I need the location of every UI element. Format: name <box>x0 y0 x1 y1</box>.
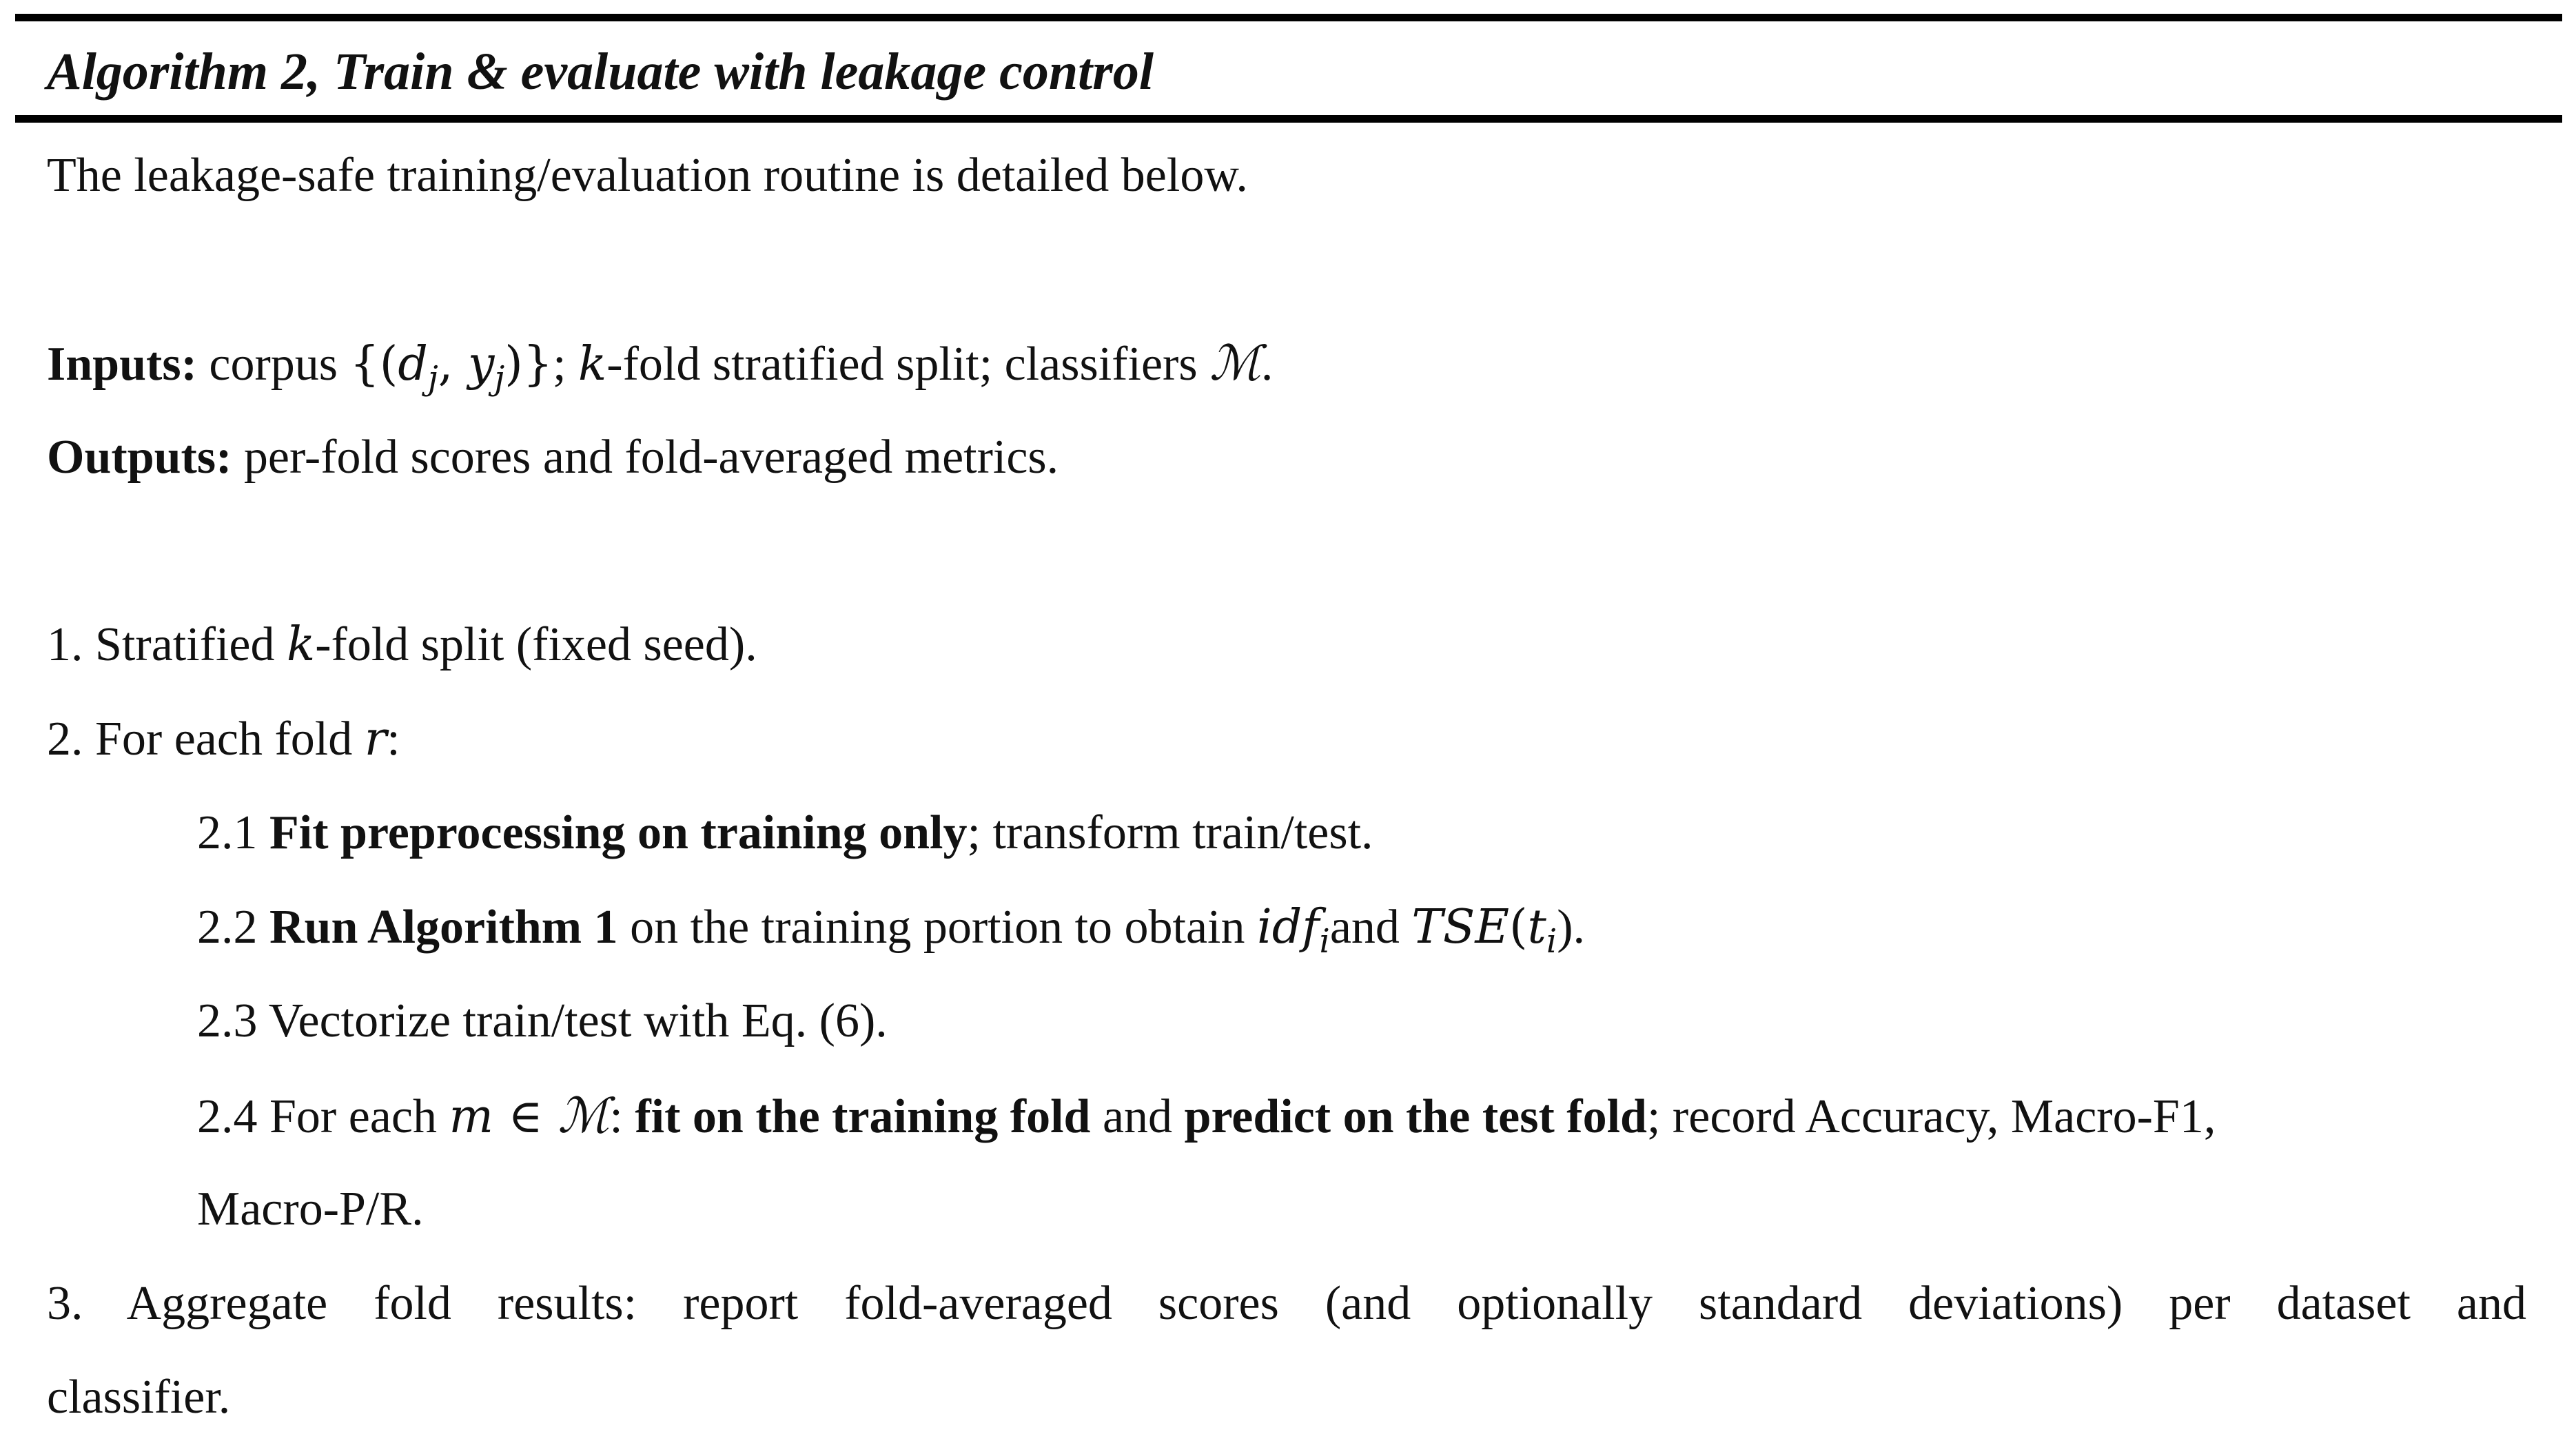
step-2-1-number: 2.1 <box>197 806 269 859</box>
step-2-4-bold-fit: fit on the training fold <box>635 1090 1091 1143</box>
step-2-2-paren-open: ( <box>1509 900 1528 954</box>
step-3-line-1: 3. Aggregate fold results: report fold-averaged scores (and optionally standard deviations) per dataset and <box>47 1277 2526 1330</box>
step-2-2-bold: Run Algorithm 1 <box>269 901 618 954</box>
step-2-4 <box>197 1081 2216 1152</box>
inputs-classifiers-symbol: ℳ <box>1209 335 1261 391</box>
outputs-text: per-fold scores and fold-averaged metrics. <box>232 431 1059 484</box>
inputs-text-end: . <box>1260 338 1274 391</box>
step-2-2-sub-i1: i <box>1319 922 1330 961</box>
step-2-text-before: 2. For each fold <box>47 713 365 766</box>
inputs-k: k <box>578 337 607 391</box>
step-2-2-paren-close: ). <box>1557 901 1585 954</box>
step-2-4-colon: : <box>609 1090 635 1143</box>
step-2-2 <box>197 893 1585 976</box>
step-2-r: r <box>364 712 387 766</box>
step-2-4-classifiers-symbol: ℳ <box>558 1087 610 1144</box>
corpus-sub-j1: j <box>427 359 438 398</box>
step-2-4-and: and <box>1090 1090 1185 1143</box>
step-2-2-t: t <box>1527 900 1546 954</box>
algorithm-title: Algorithm 2, Train & evaluate with leakage control <box>47 43 1154 101</box>
corpus-close: )} <box>504 337 553 391</box>
step-2-4-rest: ; record Accuracy, Macro-F1, <box>1646 1090 2216 1143</box>
inputs-label: Inputs: <box>47 338 197 391</box>
step-2-2-mid: on the training portion to obtain <box>617 901 1257 954</box>
step-2-2-number: 2.2 <box>197 901 269 954</box>
step-2-1-rest: ; transform train/test. <box>967 806 1373 859</box>
step-2 <box>47 705 400 774</box>
inputs-text-before: corpus <box>196 338 350 391</box>
corpus-d: d <box>398 337 428 391</box>
step-2-2-tse: TSE <box>1411 900 1509 954</box>
header-rule <box>15 115 2562 123</box>
outputs-line <box>47 423 1059 492</box>
outputs-label: Outputs: <box>47 431 232 484</box>
step-2-4-continuation: Macro-P/R. <box>197 1183 424 1236</box>
inputs-text-mid1: ; <box>553 338 579 391</box>
step-2-4-number: 2.4 For each <box>197 1090 449 1143</box>
step-2-3: 2.3 Vectorize train/test with Eq. (6). <box>197 994 888 1047</box>
step-2-2-and: and <box>1329 901 1412 954</box>
step-2-4-m: m <box>449 1089 493 1144</box>
step-2-1-bold: Fit preprocessing on training only <box>269 806 968 859</box>
step-2-2-sub-i2: i <box>1546 922 1557 961</box>
step-1-text-after: -fold split (fixed seed). <box>315 618 757 671</box>
step-1-text-before: 1. Stratified <box>47 618 287 671</box>
inputs-line <box>47 329 1273 413</box>
step-2-4-bold-predict: predict on the test fold <box>1184 1090 1647 1143</box>
intro-text: The leakage-safe training/evaluation routine is detailed below. <box>47 149 1248 202</box>
corpus-y: y <box>467 337 495 391</box>
step-2-text-after: : <box>387 713 400 766</box>
corpus-open: {( <box>349 337 398 391</box>
step-1 <box>47 611 757 679</box>
top-rule <box>15 14 2562 21</box>
step-2-2-idf: idf <box>1257 900 1320 954</box>
step-2-4-in: ∈ <box>493 1089 558 1144</box>
step-1-k: k <box>286 617 316 672</box>
step-3-line-2: classifier. <box>47 1371 231 1424</box>
corpus-comma: , <box>438 337 468 391</box>
corpus-sub-j2: j <box>494 359 505 398</box>
inputs-text-mid2: -fold stratified split; classifiers <box>606 338 1210 391</box>
step-2-1 <box>197 799 1373 868</box>
